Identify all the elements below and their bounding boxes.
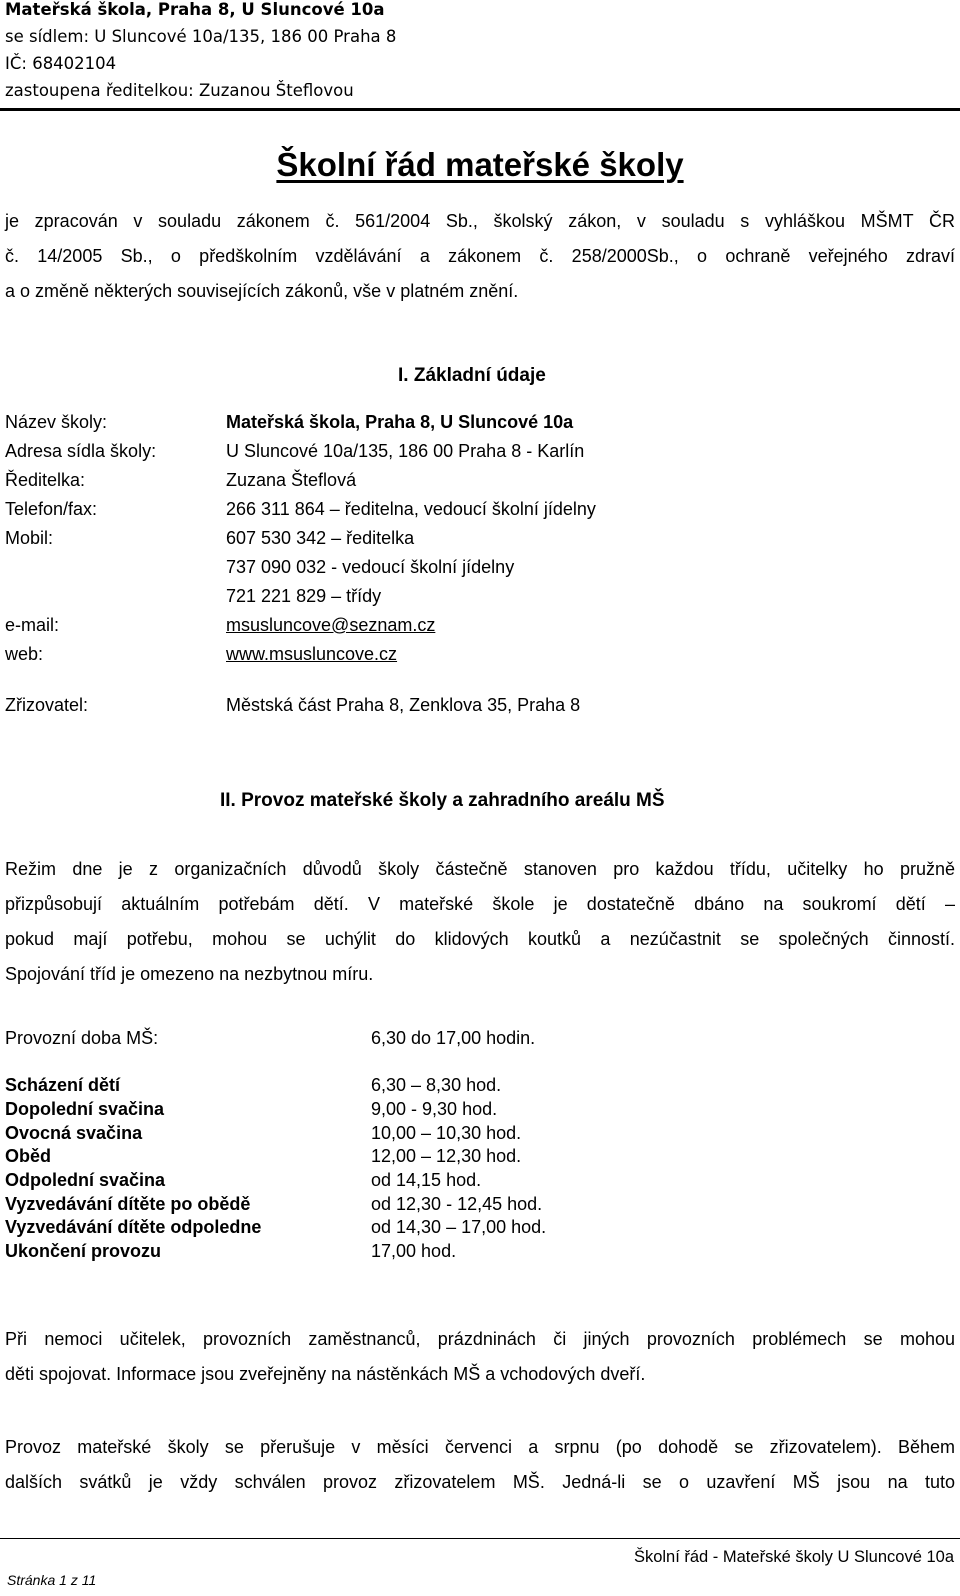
schedule-value: 12,00 – 12,30 hod.	[371, 1146, 522, 1166]
value-address: U Sluncové 10a/135, 186 00 Praha 8 - Karlín	[226, 441, 585, 461]
web-link[interactable]: www.msusluncove.cz	[226, 644, 398, 664]
schedule-value: od 14,15 hod.	[371, 1170, 482, 1190]
letterhead-address: se sídlem: U Sluncové 10a/135, 186 00 Praha 8	[5, 27, 397, 46]
page-title: Školní řád mateřské školy	[276, 146, 684, 183]
schedule-value: od 14,30 – 17,00 hod.	[371, 1217, 547, 1237]
letterhead-ico: IČ: 68402104	[5, 54, 117, 73]
section-1-heading: I. Základní údaje	[398, 365, 546, 386]
schedule-label: Odpolední svačina	[5, 1170, 166, 1190]
label-web: web:	[5, 644, 44, 664]
intro-line: a o změně některých souvisejících zákonů, vše v platném znění.	[5, 281, 519, 301]
value-mobile-1: 607 530 342 – ředitelka	[226, 528, 415, 548]
value-operating-hours: 6,30 do 17,00 hodin.	[371, 1028, 536, 1048]
label-director: Ředitelka:	[5, 470, 86, 490]
label-mobile: Mobil:	[5, 528, 54, 548]
paragraph-line: dalších svátků je vždy schválen provoz zřizovatelem MŠ. Jedná-li se o uzavření MŠ jsou na tuto	[5, 1472, 955, 1492]
label-email: e-mail:	[5, 615, 60, 635]
intro-paragraph	[5, 204, 955, 309]
schedule-value: 9,00 - 9,30 hod.	[371, 1099, 498, 1119]
schedule-value: 17,00 hod.	[371, 1241, 457, 1261]
footer-rule	[0, 1538, 960, 1539]
label-founder: Zřizovatel:	[5, 695, 89, 715]
paragraph-line: Spojování tříd je omezeno na nezbytnou míru.	[5, 964, 374, 984]
header-rule	[0, 108, 960, 111]
schedule-value: 6,30 – 8,30 hod.	[371, 1075, 502, 1095]
paragraph-line: Režim dne je z organizačních důvodů školy částečně stanoven pro každou třídu, učitelky ho pružně	[5, 859, 955, 879]
schedule-label: Vyzvedávání dítěte odpoledne	[5, 1217, 262, 1237]
schedule-label: Ovocná svačina	[5, 1123, 143, 1143]
paragraph-line: přizpůsobují aktuálním potřebám dětí. V mateřské škole je dostatečně dbáno na soukromí dětí –	[5, 894, 955, 914]
schedule-label: Ukončení provozu	[5, 1241, 162, 1261]
letterhead-school-name: Mateřská škola, Praha 8, U Sluncové 10a	[5, 0, 385, 19]
schedule-value: 10,00 – 10,30 hod.	[371, 1123, 522, 1143]
footer-title: Školní řád - Mateřské školy U Sluncové 10a	[633, 1548, 954, 1566]
intro-line: č. 14/2005 Sb., o předškolním vzdělávání a zákonem č. 258/2000Sb., o ochraně veřejného zdraví	[5, 246, 955, 266]
value-mobile-2: 737 090 032 - vedoucí školní jídelny	[226, 557, 515, 577]
section-2-paragraph-1	[5, 852, 955, 992]
label-address: Adresa sídla školy:	[5, 441, 157, 461]
value-director: Zuzana Šteflová	[226, 470, 357, 490]
letterhead-director: zastoupena ředitelkou: Zuzanou Šteflovou	[5, 81, 354, 100]
intro-line: je zpracován v souladu zákonem č. 561/2004 Sb., školský zákon, v souladu s vyhláškou MŠMT ČR	[5, 211, 955, 231]
schedule-label: Oběd	[5, 1146, 52, 1166]
label-phone: Telefon/fax:	[5, 499, 98, 519]
value-school-name: Mateřská škola, Praha 8, U Sluncové 10a	[226, 412, 574, 432]
section-2-paragraph-2	[5, 1322, 955, 1392]
paragraph-line: děti spojovat. Informace jsou zveřejněny na nástěnkách MŠ a vchodových dveří.	[5, 1364, 646, 1384]
section-2-heading: II. Provoz mateřské školy a zahradního areálu MŠ	[220, 790, 665, 811]
label-school-name: Název školy:	[5, 412, 108, 432]
schedule-label: Vyzvedávání dítěte po obědě	[5, 1194, 251, 1214]
paragraph-line: Při nemoci učitelek, provozních zaměstnanců, prázdninách či jiných provozních problémech se mohou	[5, 1329, 955, 1349]
value-phone: 266 311 864 – ředitelna, vedoucí školní jídelny	[226, 499, 596, 519]
schedule-value: od 12,30 - 12,45 hod.	[371, 1194, 543, 1214]
schedule-label: Scházení dětí	[5, 1075, 121, 1095]
value-founder: Městská část Praha 8, Zenklova 35, Praha 8	[226, 695, 581, 715]
page-number: Stránka 1 z 11	[7, 1572, 97, 1588]
label-operating-hours: Provozní doba MŠ:	[5, 1028, 159, 1048]
email-link[interactable]: msusluncove@seznam.cz	[226, 615, 436, 635]
value-mobile-3: 721 221 829 – třídy	[226, 586, 382, 606]
paragraph-line: pokud mají potřebu, mohou se uchýlit do klidových koutků a nezúčastnit se společných činností.	[5, 929, 955, 949]
schedule-label: Dopolední svačina	[5, 1099, 165, 1119]
paragraph-line: Provoz mateřské školy se přerušuje v měsíci červenci a srpnu (po dohodě se zřizovatelem). Během	[5, 1437, 955, 1457]
section-2-paragraph-3	[5, 1430, 955, 1500]
